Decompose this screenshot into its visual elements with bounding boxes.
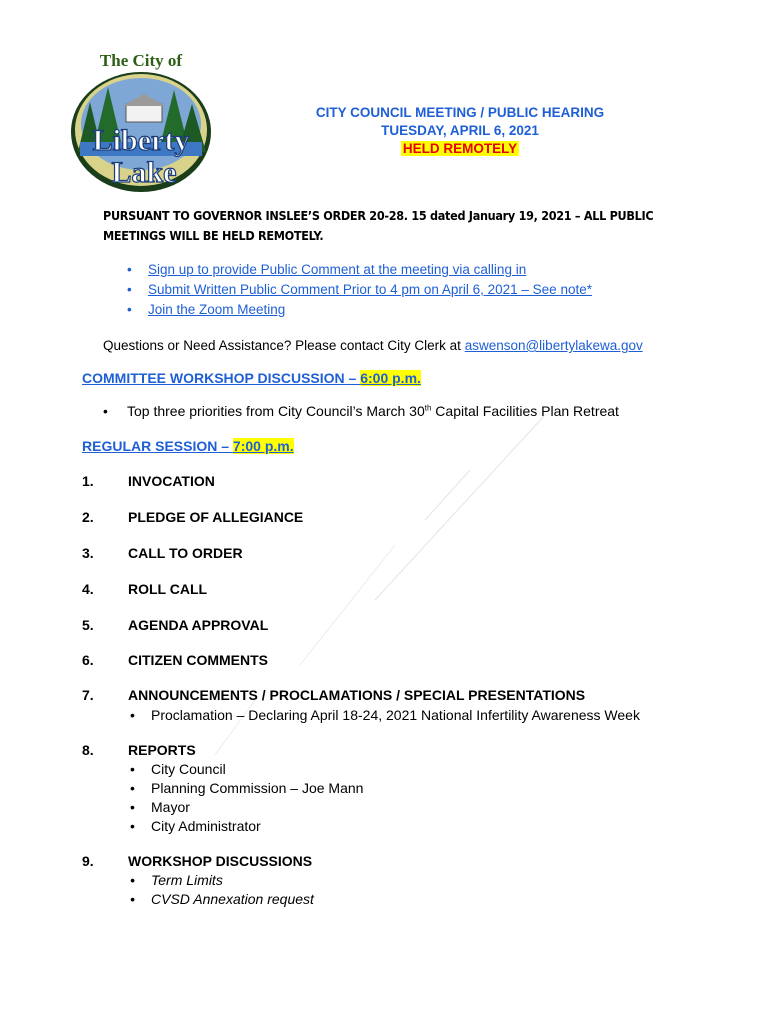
list-item: • Term Limits — [128, 871, 314, 890]
list-item — [127, 260, 592, 280]
agenda-number: 9. — [82, 853, 94, 869]
section-time: 6:00 p.m. — [360, 370, 421, 386]
workshop-item-text: Top three priorities from City Council’s March 30 — [127, 403, 425, 419]
agenda-label: CITIZEN COMMENTS — [128, 652, 268, 668]
held-remotely-badge: HELD REMOTELY — [402, 141, 518, 156]
agenda-label: WORKSHOP DISCUSSIONS — [128, 853, 313, 869]
clerk-email-link[interactable]: aswenson@libertylakewa.gov — [464, 338, 643, 353]
zoom-meeting-link[interactable]: Join the Zoom Meeting — [148, 302, 286, 317]
agenda-label: ANNOUNCEMENTS / PROCLAMATIONS / SPECIAL PRESENTATIONS — [128, 687, 586, 703]
section-heading-text: COMMITTEE WORKSHOP DISCUSSION – — [82, 370, 361, 386]
list-item: • Planning Commission – Joe Mann — [128, 779, 363, 798]
section-time: 7:00 p.m. — [232, 438, 294, 454]
agenda-label: AGENDA APPROVAL — [128, 617, 269, 633]
agenda-label: ROLL CALL — [128, 581, 208, 597]
city-logo — [68, 42, 214, 194]
agenda-number: 2. — [82, 509, 94, 525]
agenda-number: 1. — [82, 473, 94, 489]
list-item: • City Administrator — [128, 817, 363, 836]
agenda-label: REPORTS — [128, 742, 196, 758]
agenda-sublist — [128, 760, 363, 836]
governor-order-notice: PURSUANT TO GOVERNOR INSLEE’S ORDER 20-28. 15 dated January 19, 2021 – ALL PUBLIC MEETINGS WILL BE HELD REMOTELY. — [103, 208, 654, 243]
superscript: th — [424, 403, 432, 413]
agenda-label: INVOCATION — [128, 473, 215, 489]
list-item: • Mayor — [128, 798, 363, 817]
written-comment-link[interactable]: Submit Written Public Comment Prior to 4 pm on April 6, 2021 – See note* — [148, 282, 592, 297]
agenda-number: 5. — [82, 617, 94, 633]
logo-text-lake: Lake — [111, 156, 177, 189]
agenda-sublist — [128, 706, 640, 725]
agenda-label: PLEDGE OF ALLEGIANCE — [128, 509, 304, 525]
bullet: • — [103, 403, 108, 419]
contact-text: Questions or Need Assistance? Please contact City Clerk at — [103, 338, 461, 353]
contact-line — [103, 338, 643, 353]
agenda-number: 7. — [82, 687, 94, 703]
meeting-header — [240, 104, 680, 158]
logo-text-liberty: Liberty — [92, 124, 190, 157]
agenda-number: 4. — [82, 581, 94, 597]
workshop-item-text-end: Capital Facilities Plan Retreat — [431, 403, 619, 419]
meeting-title: CITY COUNCIL MEETING / PUBLIC HEARING — [315, 105, 605, 120]
agenda-number: 6. — [82, 652, 94, 668]
agenda-number: 8. — [82, 742, 94, 758]
meeting-date: TUESDAY, APRIL 6, 2021 — [381, 123, 539, 138]
participation-links — [127, 260, 592, 320]
workshop-item — [103, 403, 619, 419]
agenda-label: CALL TO ORDER — [128, 545, 243, 561]
list-item — [127, 300, 592, 320]
list-item — [127, 280, 592, 300]
public-comment-call-in-link[interactable]: Sign up to provide Public Comment at the meeting via calling in — [148, 262, 527, 277]
agenda-sublist — [128, 871, 314, 909]
logo-text-city-of: The City of — [99, 51, 183, 70]
list-item: • City Council — [128, 760, 363, 779]
section-heading-text: REGULAR SESSION – — [82, 438, 233, 454]
regular-session-heading — [82, 438, 294, 454]
agenda-number: 3. — [82, 545, 94, 561]
list-item: • CVSD Annexation request — [128, 890, 314, 909]
committee-workshop-heading — [82, 370, 421, 386]
list-item: • Proclamation – Declaring April 18-24, 2021 National Infertility Awareness Week — [128, 706, 640, 725]
